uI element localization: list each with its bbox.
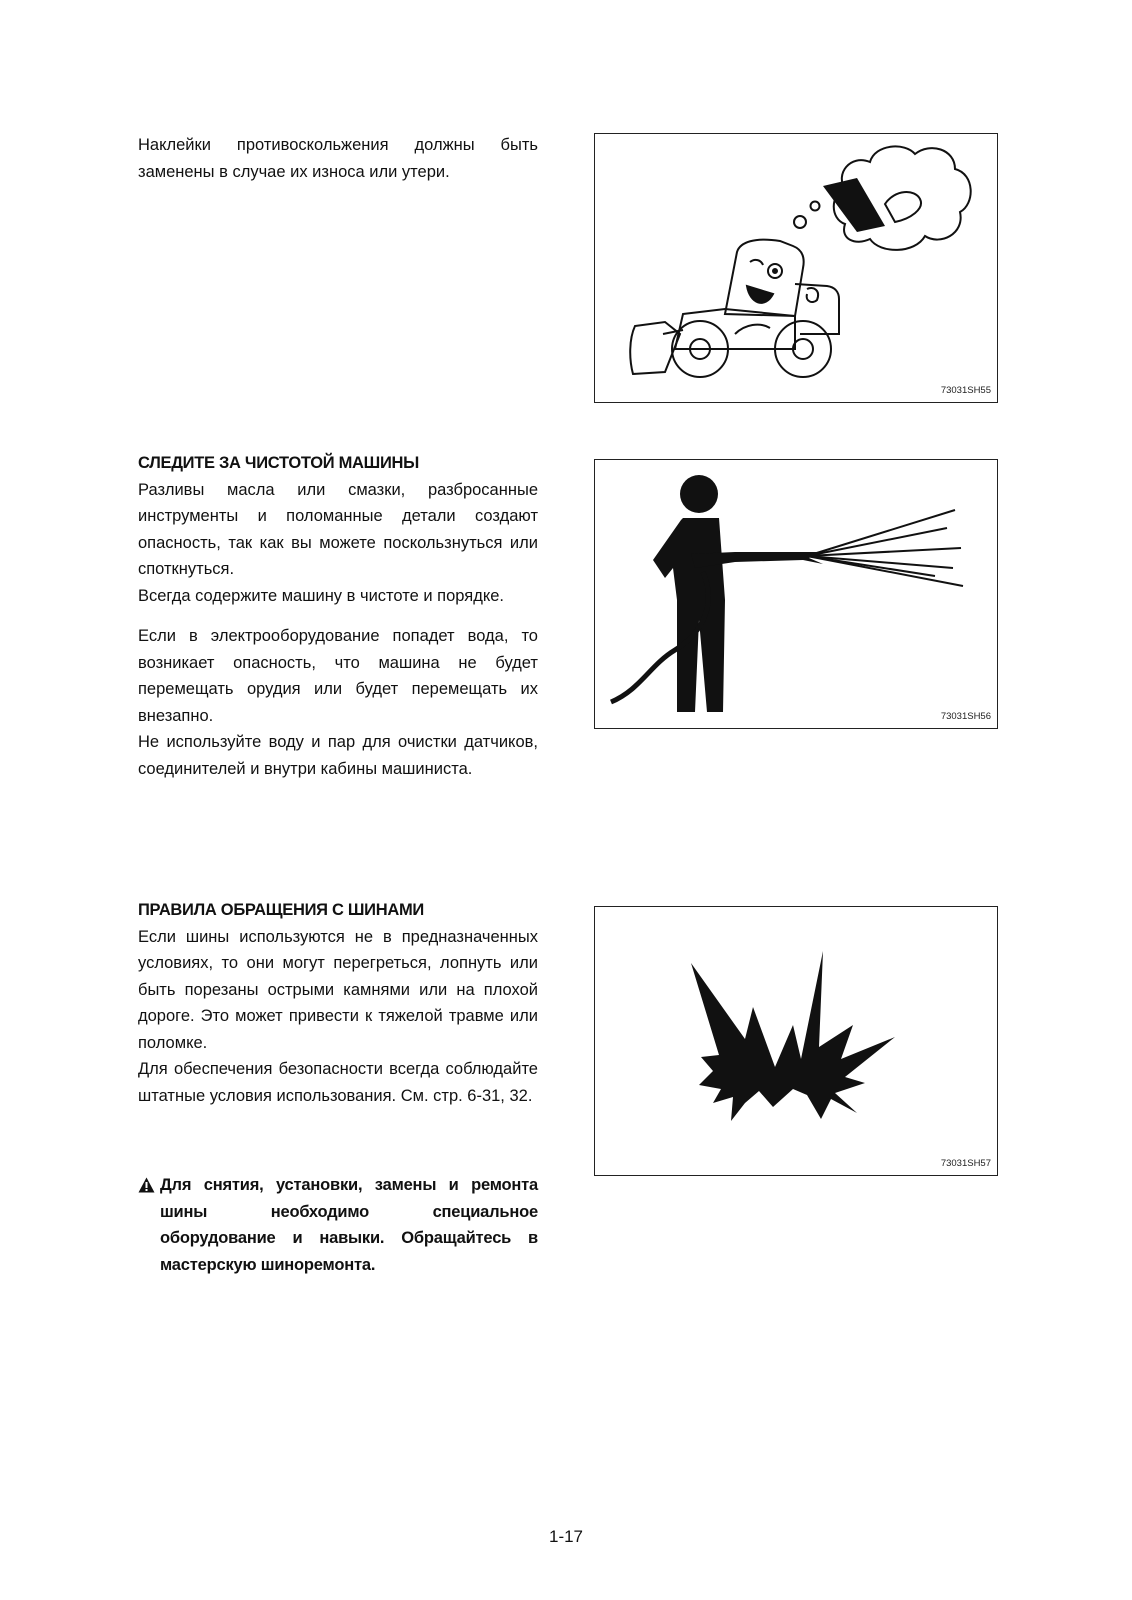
pressure-washer-person-illustration — [595, 460, 999, 730]
tires-paragraph-1: Если шины используются не в предназначенных условиях, то они могут перегреться, лопнуть или быть порезаны острыми камнями или на плохой дороге. Это может привести к тяжелой травме или поломке. — [138, 927, 538, 1052]
page-number: 1-17 — [548, 1527, 584, 1546]
figure-washer — [594, 459, 998, 729]
tires-paragraph-2: Для обеспечения безопасности всегда соблюдайте штатные условия использования. См. стр. 6-31, 32. — [138, 1060, 538, 1105]
figure-loader — [594, 133, 998, 403]
cleanliness-paragraph-3: Если в электрооборудование попадет вода, то возникает опасность, что машина не будет перемещать орудия или будет перемещать их внезапно. — [138, 627, 538, 725]
cleanliness-paragraph-1: Разливы масла или смазки, разбросанные инструменты и поломанные детали создают опасность, так как вы можете поскользнуться или споткнуться. — [138, 480, 538, 578]
explosion-burst-illustration — [595, 907, 999, 1177]
cleanliness-paragraph-4: Не используйте воду и пар для очистки датчиков, соединителей и внутри кабины машиниста. — [138, 733, 538, 778]
figure-code: 73031SH56 — [940, 711, 991, 722]
figure-code: 73031SH57 — [940, 1158, 991, 1169]
tires-heading: ПРАВИЛА ОБРАЩЕНИЯ С ШИНАМИ — [138, 901, 424, 919]
loader-cartoon-illustration — [595, 134, 999, 404]
figure-code: 73031SH55 — [940, 385, 991, 396]
cleanliness-paragraph-2: Всегда содержите машину в чистоте и порядке. — [138, 586, 504, 605]
section-cleanliness — [138, 450, 538, 782]
tire-warning-text: Для снятия, установки, замены и ремонта шины необходимо специальное оборудование и навыки. Обращайтесь в мастерскую шиноремонта. — [160, 1176, 538, 1274]
tire-warning-note — [138, 1172, 538, 1278]
section-anti-slip — [138, 132, 538, 185]
anti-slip-paragraph: Наклейки противоскольжения должны быть заменены в случае их износа или утери. — [138, 136, 538, 181]
figure-explosion — [594, 906, 998, 1176]
section-tires — [138, 897, 538, 1109]
cleanliness-heading: СЛЕДИТЕ ЗА ЧИСТОТОЙ МАШИНЫ — [138, 454, 419, 472]
warning-triangle-icon — [138, 1177, 155, 1193]
